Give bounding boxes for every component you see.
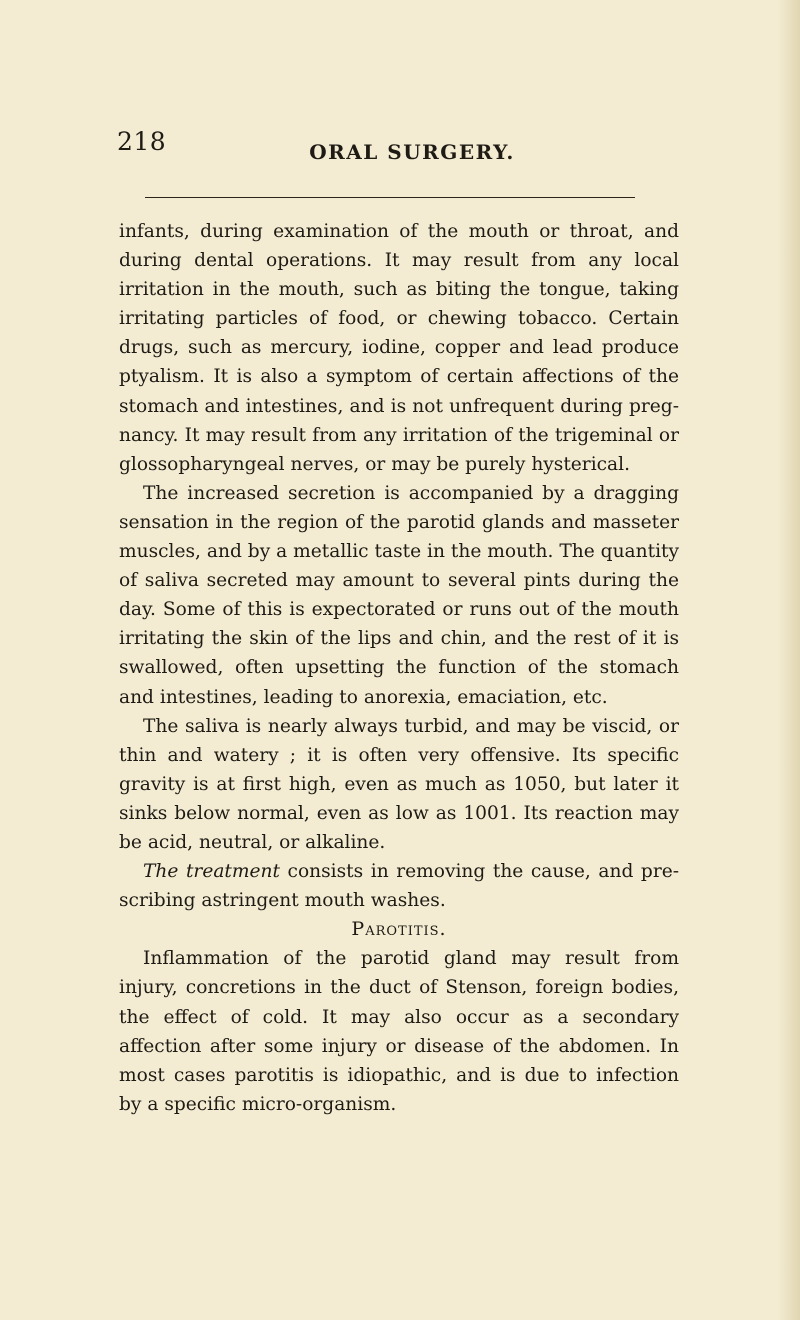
paragraph-1: infants, during examination of the mouth or throat, and during dental operations. It may result from any local irritation in the mouth, such as biting the tongue, taking irritating particles of food, or chewing tobacco. Certain drugs, such as mercury, iodine, copper and lead produce ptyalism. It is also a symptom of certain affections of the stomach and intestines, and is not unfrequent during preg- nancy. It may result from any irritation of the trigeminal or glossopharyngeal nerves, or may be purely hysterical. xyxy=(119,221,679,475)
section-heading: Parotitis. xyxy=(351,918,447,941)
paragraph-3: The saliva is nearly always turbid, and may be viscid, or thin and watery ; it is often very offensive. Its specific gravity is at first high, even as much as 1050, but later it sinks below normal, even as low as 1001. Its reaction may be acid, neutral, or alkaline. xyxy=(119,715,679,853)
paragraph-4 xyxy=(119,857,679,915)
running-title: ORAL SURGERY. xyxy=(309,140,515,164)
body-text xyxy=(119,217,679,1119)
treatment-italic: The treatment xyxy=(143,861,280,883)
page-edge-shadow xyxy=(778,0,800,1320)
header-rule xyxy=(145,197,635,198)
paragraph-2: The increased secretion is accompanied by a dragging sensation in the region of the parotid glands and masseter muscles, and by a metallic taste in the mouth. The quantity of saliva secreted may amount to several pints during the day. Some of this is expectorated or runs out of the mouth irritating the skin of the lips and chin, and the rest of it is swallowed, often upsetting the function of the stomach and intestines, leading to anorexia, emaciation, etc. xyxy=(119,482,679,708)
paragraph-5: Inflammation of the parotid gland may result from injury, concretions in the duct of Stenson, foreign bodies, the effect of cold. It may also occur as a secondary affection after some injury or disease of the abdomen. In most cases parotitis is idiopathic, and is due to infection by a specific micro-organism. xyxy=(119,948,679,1115)
page-number: 218 xyxy=(117,127,167,156)
paragraph-4-text: consists in removing the cause, and pre- scribing astringent mouth washes. xyxy=(119,861,679,912)
